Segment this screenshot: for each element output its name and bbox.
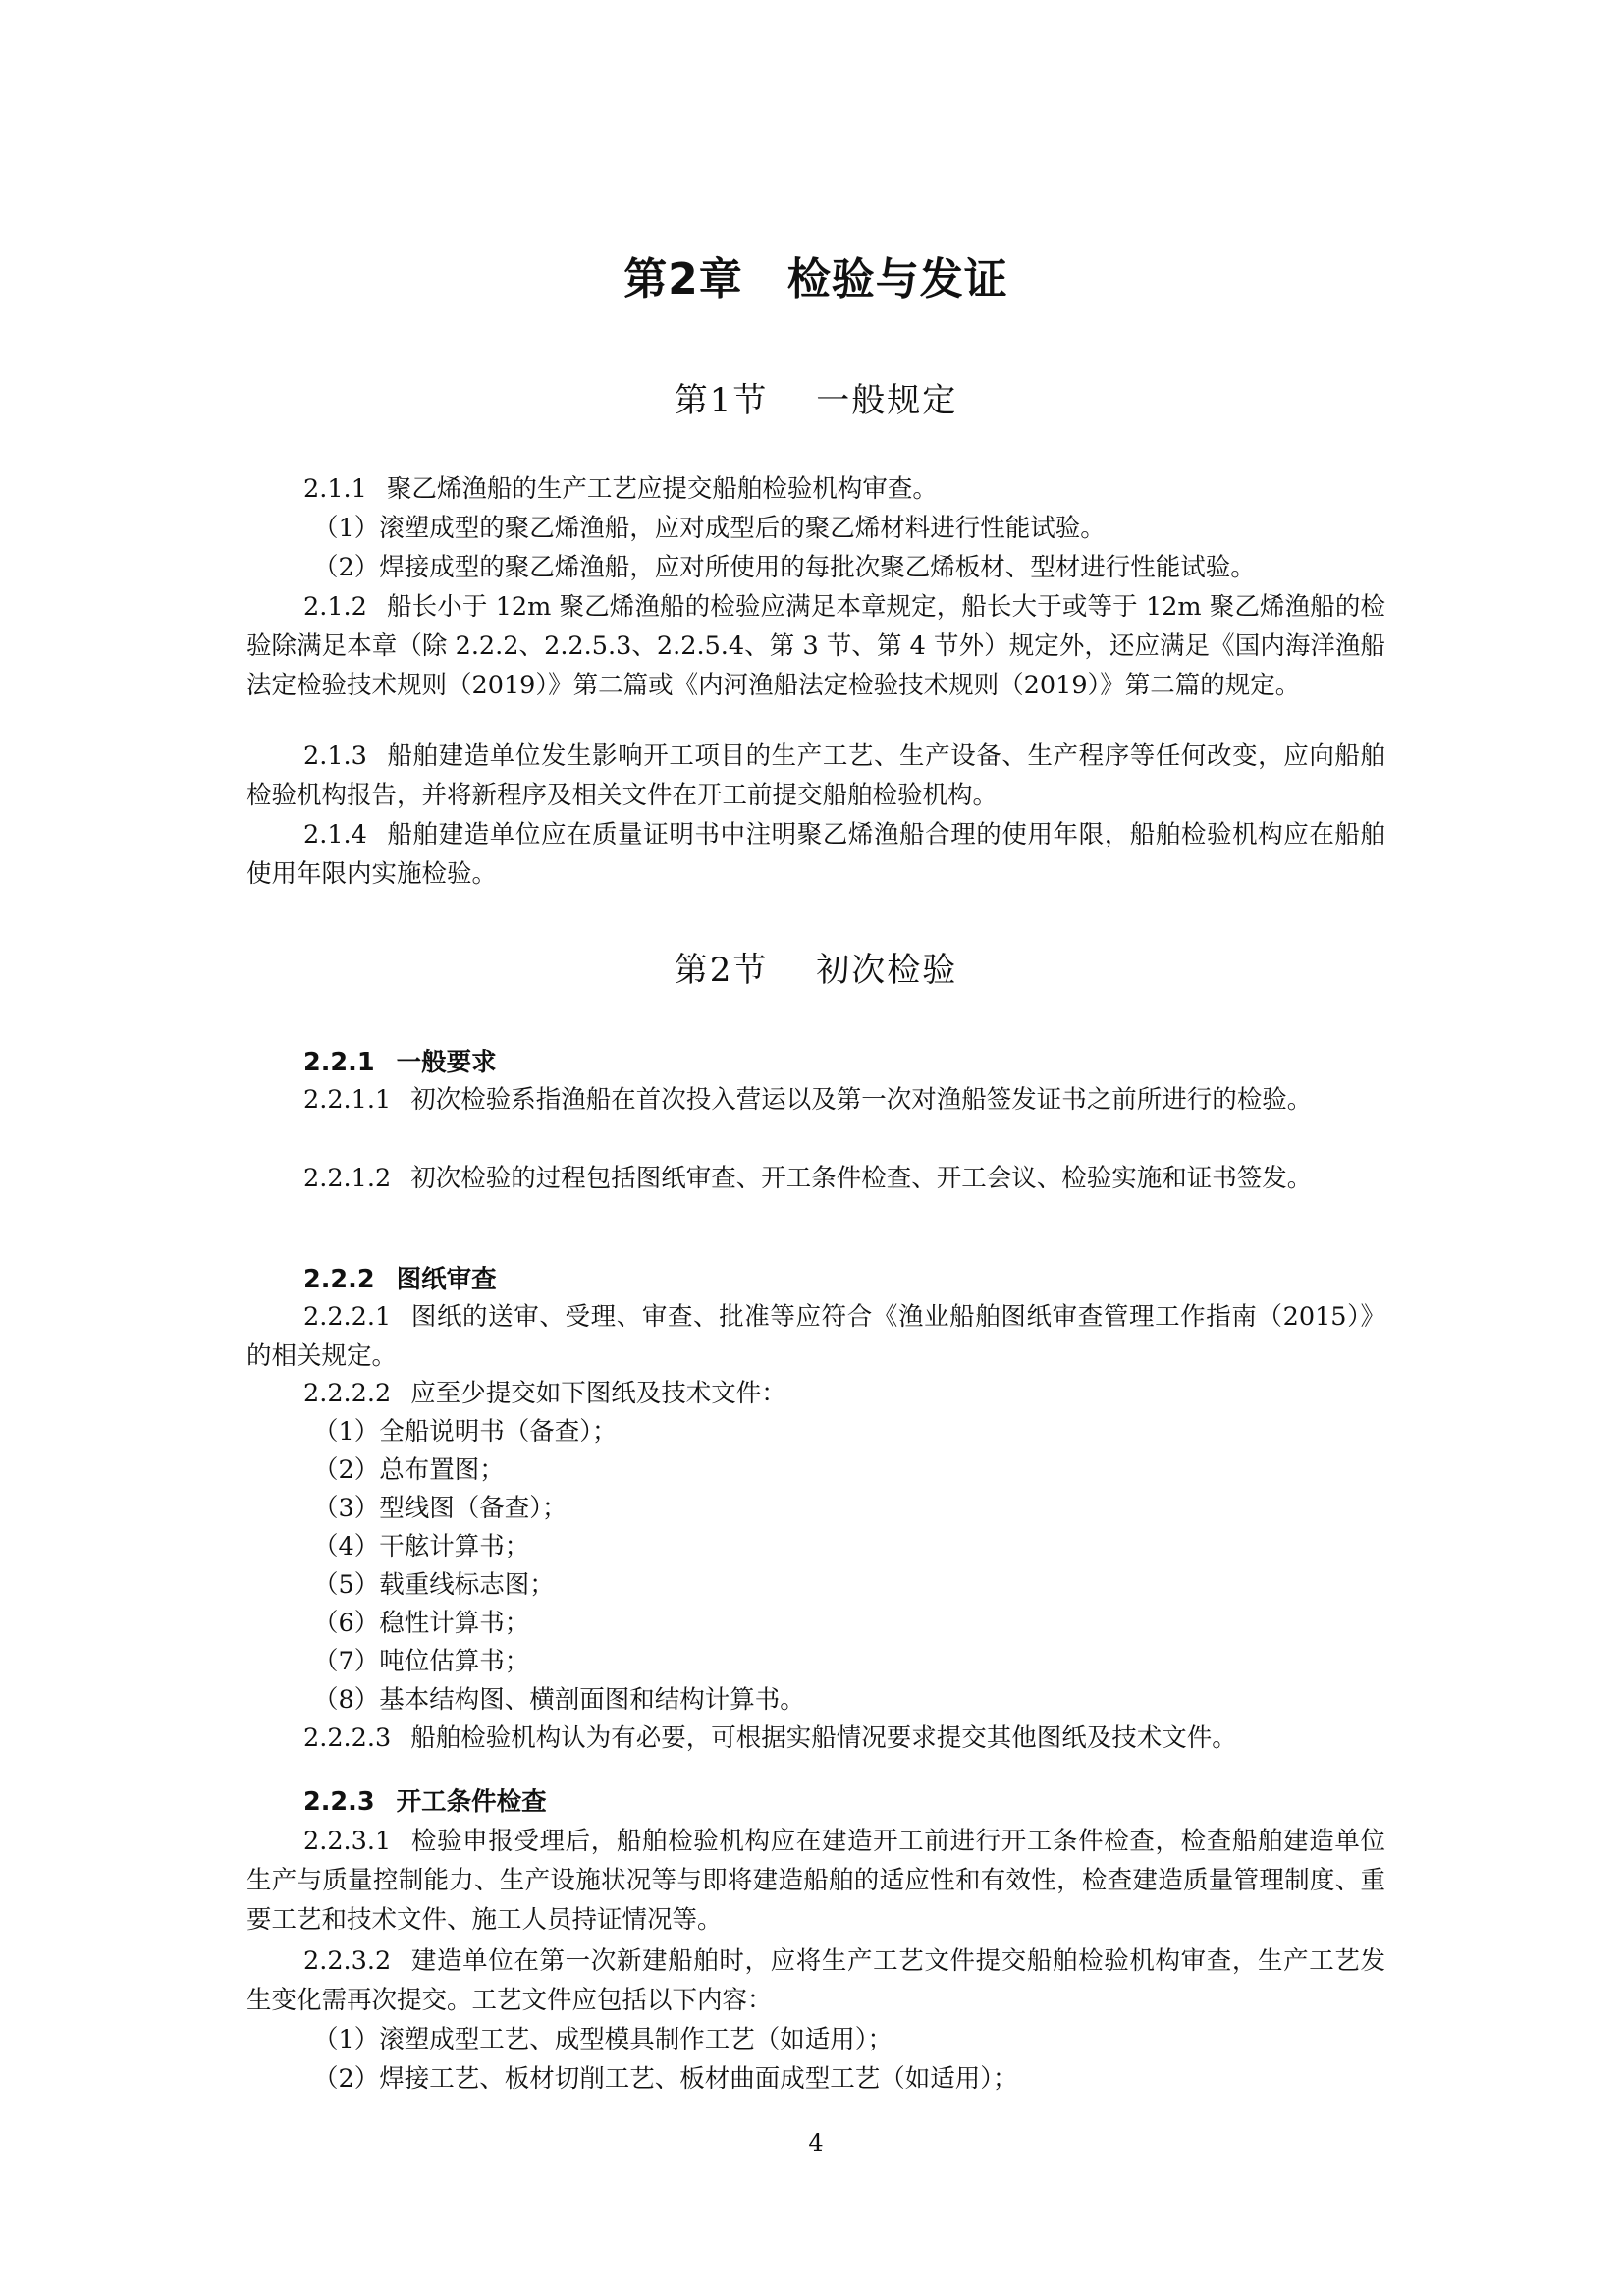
clause-2-1-1 — [246, 469, 1385, 509]
clause-2-2-3-2 — [246, 1941, 1385, 2020]
subhead-number: 2.2.3 — [303, 1787, 375, 1817]
section-2-title: 第2节 初次检验 — [674, 951, 958, 990]
subhead-label: 图纸审查 — [396, 1265, 497, 1294]
section-1-title: 第1节 一般规定 — [674, 381, 958, 420]
clause-number: 2.2.2.2 — [303, 1379, 392, 1408]
clause-number: 2.1.3 — [303, 741, 367, 771]
subhead-label: 一般要求 — [396, 1048, 497, 1077]
clause-number: 2.2.2.3 — [303, 1723, 392, 1753]
doc-list-item: （4）干舷计算书； — [313, 1532, 530, 1561]
clause-2-2-1-1 — [246, 1080, 1385, 1120]
process-list-item: （1）滚塑成型工艺、成型模具制作工艺（如适用）； — [313, 2025, 893, 2054]
clause-text: 图纸的送审、受理、审查、批准等应符合《渔业船舶图纸审查管理工作指南（2015）》的相关规定。 — [246, 1302, 1385, 1371]
clause-text: 船舶建造单位应在质量证明书中注明聚乙烯渔船合理的使用年限，船舶检验机构应在船舶使用年限内实施检验。 — [246, 820, 1385, 889]
subhead-2-2-2 — [303, 1260, 497, 1299]
clause-text: 船舶检验机构认为有必要，可根据实船情况要求提交其他图纸及技术文件。 — [410, 1723, 1237, 1753]
subhead-number: 2.2.1 — [303, 1048, 375, 1077]
clause-2-1-4 — [246, 815, 1385, 894]
process-list-item: （2）焊接工艺、板材切削工艺、板材曲面成型工艺（如适用）； — [313, 2064, 1018, 2094]
doc-list-item: （8）基本结构图、横剖面图和结构计算书。 — [313, 1685, 805, 1715]
clause-number: 2.2.1.2 — [303, 1164, 392, 1193]
clause-text: 应至少提交如下图纸及技术文件： — [410, 1379, 786, 1408]
clause-2-2-1-2 — [246, 1159, 1385, 1198]
clause-2-1-1-item-1: （1）滚塑成型的聚乙烯渔船，应对成型后的聚乙烯材料进行性能试验。 — [313, 514, 1106, 543]
clause-text: 初次检验系指渔船在首次投入营运以及第一次对渔船签发证书之前所进行的检验。 — [410, 1085, 1313, 1115]
subhead-2-2-3 — [303, 1782, 547, 1822]
chapter-title: 第2章 检验与发证 — [623, 254, 1008, 304]
clause-text: 聚乙烯渔船的生产工艺应提交船舶检验机构审查。 — [386, 474, 938, 504]
clause-2-1-1-item-2: （2）焊接成型的聚乙烯渔船，应对所使用的每批次聚乙烯板材、型材进行性能试验。 — [313, 553, 1256, 582]
doc-list-item: （7）吨位估算书； — [313, 1647, 530, 1676]
clause-number: 2.2.1.1 — [303, 1085, 392, 1115]
page-number: 4 — [808, 2129, 824, 2157]
subhead-2-2-1 — [303, 1043, 497, 1082]
clause-2-2-2-3 — [246, 1719, 1385, 1758]
clause-text: 船舶建造单位发生影响开工项目的生产工艺、生产设备、生产程序等任何改变，应向船舶检验机构报告，并将新程序及相关文件在开工前提交船舶检验机构。 — [246, 741, 1385, 810]
doc-list-item: （3）型线图（备查）； — [313, 1494, 568, 1523]
clause-text: 初次检验的过程包括图纸审查、开工条件检查、开工会议、检验实施和证书签发。 — [410, 1164, 1313, 1193]
clause-text: 检验申报受理后，船舶检验机构应在建造开工前进行开工条件检查，检查船舶建造单位生产与质量控制能力、生产设施状况等与即将建造船舶的适应性和有效性，检查建造质量管理制度、重要工艺和技术文件、施工人员持证情况等。 — [246, 1827, 1385, 1935]
doc-list-item: （5）载重线标志图； — [313, 1570, 555, 1600]
clause-number: 2.1.4 — [303, 820, 367, 849]
clause-text: 船长小于 12m 聚乙烯渔船的检验应满足本章规定，船长大于或等于 12m 聚乙烯渔船的检验除满足本章（除 2.2.2、2.2.5.3、2.2.5.4、第 3 节、第 4 节外）规定外，还应满足《国内海洋渔船法定检验技术规则（2019）》第二篇或《内河渔船法定检验技术规则（2019）》第二篇的规定。 — [246, 592, 1385, 700]
clause-2-1-3 — [246, 737, 1385, 815]
subhead-number: 2.2.2 — [303, 1265, 375, 1294]
doc-list-item: （6）稳性计算书； — [313, 1609, 530, 1638]
clause-2-2-2-2 — [246, 1374, 1385, 1413]
clause-number: 2.1.2 — [303, 592, 367, 622]
clause-text: 建造单位在第一次新建船舶时，应将生产工艺文件提交船舶检验机构审查，生产工艺发生变化需再次提交。工艺文件应包括以下内容： — [246, 1946, 1385, 2015]
clause-number: 2.1.1 — [303, 474, 367, 504]
doc-list-item: （1）全船说明书（备查）； — [313, 1417, 618, 1447]
clause-number: 2.2.2.1 — [303, 1302, 392, 1332]
clause-2-1-2 — [246, 587, 1385, 705]
clause-number: 2.2.3.2 — [303, 1946, 392, 1976]
clause-2-2-2-1 — [246, 1297, 1385, 1376]
doc-list-item: （2）总布置图； — [313, 1455, 505, 1485]
subhead-label: 开工条件检查 — [396, 1787, 547, 1817]
clause-number: 2.2.3.1 — [303, 1827, 392, 1856]
clause-2-2-3-1 — [246, 1822, 1385, 1940]
